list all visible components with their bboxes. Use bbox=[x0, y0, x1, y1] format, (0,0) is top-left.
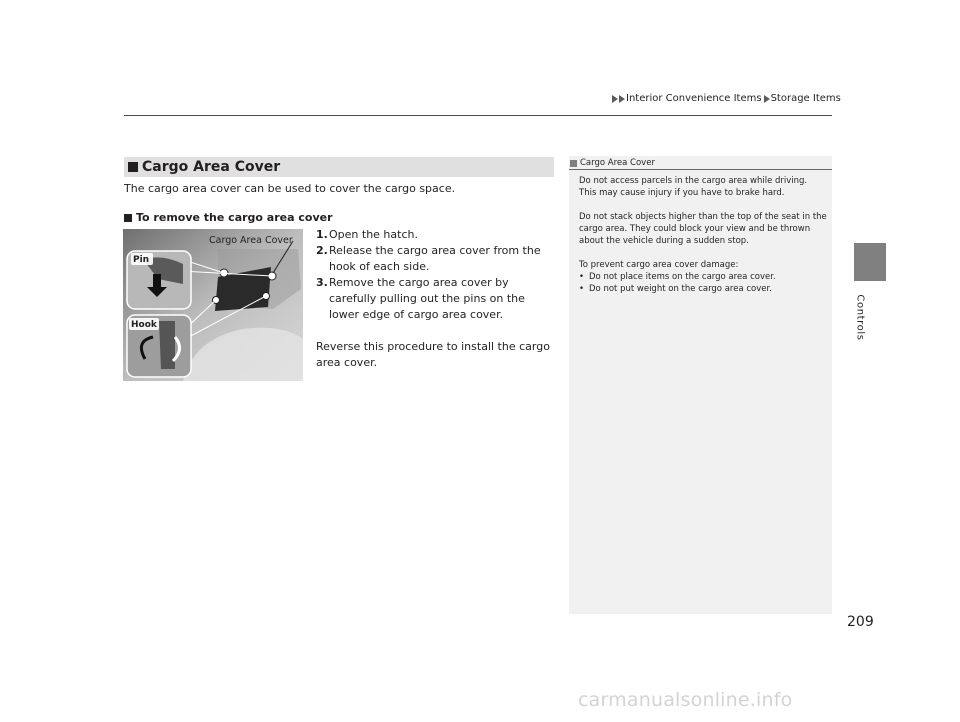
hook-label: Hook bbox=[131, 320, 157, 330]
chapter-tab-text: Controls bbox=[854, 294, 866, 341]
reverse-note: Reverse this procedure to install the cargo area cover. bbox=[316, 340, 550, 369]
chapter-tab-label bbox=[853, 284, 867, 354]
step-item bbox=[316, 243, 556, 275]
header-divider bbox=[124, 115, 832, 116]
step-number: 1. bbox=[316, 228, 328, 241]
cover-label: Cargo Area Cover bbox=[209, 235, 293, 246]
note-paragraph: Do not stack objects higher than the top of the seat in the cargo area. They could block your view and be thrown about the vehicle during a sudden stop. bbox=[579, 212, 827, 246]
note-title: Cargo Area Cover bbox=[580, 158, 655, 168]
note-bullet bbox=[579, 283, 827, 295]
step-item bbox=[316, 275, 556, 323]
bullet-icon: • bbox=[579, 284, 585, 294]
note-bullet-text: Do not place items on the cargo area cover. bbox=[589, 272, 776, 282]
bullet-icon: • bbox=[579, 272, 585, 282]
step-item bbox=[316, 227, 556, 243]
breadcrumb-item[interactable]: Storage Items bbox=[770, 93, 841, 104]
section-header bbox=[124, 157, 554, 177]
subsection-title: To remove the cargo area cover bbox=[136, 211, 333, 224]
note-divider bbox=[569, 169, 832, 170]
breadcrumb-item[interactable]: Interior Convenience Items bbox=[626, 93, 762, 104]
step-text: Open the hatch. bbox=[329, 228, 418, 241]
note-list-intro: To prevent cargo area cover damage: bbox=[579, 260, 739, 270]
section-square-icon bbox=[128, 162, 138, 172]
note-bullet-text: Do not put weight on the cargo area cover. bbox=[589, 284, 772, 294]
chapter-tab-marker bbox=[854, 243, 886, 281]
arrow-right-icon bbox=[619, 95, 625, 103]
note-header bbox=[569, 157, 832, 169]
arrow-right-icon bbox=[612, 95, 618, 103]
subsection-heading bbox=[124, 211, 333, 224]
note-body bbox=[579, 175, 827, 295]
arrow-right-icon bbox=[764, 95, 770, 103]
intro-text: The cargo area cover can be used to cover the cargo space. bbox=[124, 182, 456, 195]
step-text: Release the cargo area cover from the hook of each side. bbox=[329, 244, 541, 273]
breadcrumb bbox=[612, 93, 841, 104]
section-title: Cargo Area Cover bbox=[142, 159, 281, 175]
step-number: 3. bbox=[316, 276, 328, 289]
procedure-steps bbox=[316, 227, 556, 371]
page-number: 209 bbox=[847, 614, 874, 630]
cargo-cover-illustration bbox=[123, 229, 303, 381]
step-text: Remove the cargo area cover by carefully pulling out the pins on the lower edge of cargo area cover. bbox=[329, 276, 525, 321]
watermark[interactable]: carmanualsonline.info bbox=[578, 689, 793, 711]
subsection-square-icon bbox=[124, 214, 132, 222]
step-number: 2. bbox=[316, 244, 328, 257]
note-marker-icon bbox=[570, 160, 577, 167]
note-bullet bbox=[579, 271, 827, 283]
pin-label: Pin bbox=[133, 255, 150, 265]
note-paragraph: Do not access parcels in the cargo area while driving. This may cause injury if you have to brake hard. bbox=[579, 176, 808, 198]
